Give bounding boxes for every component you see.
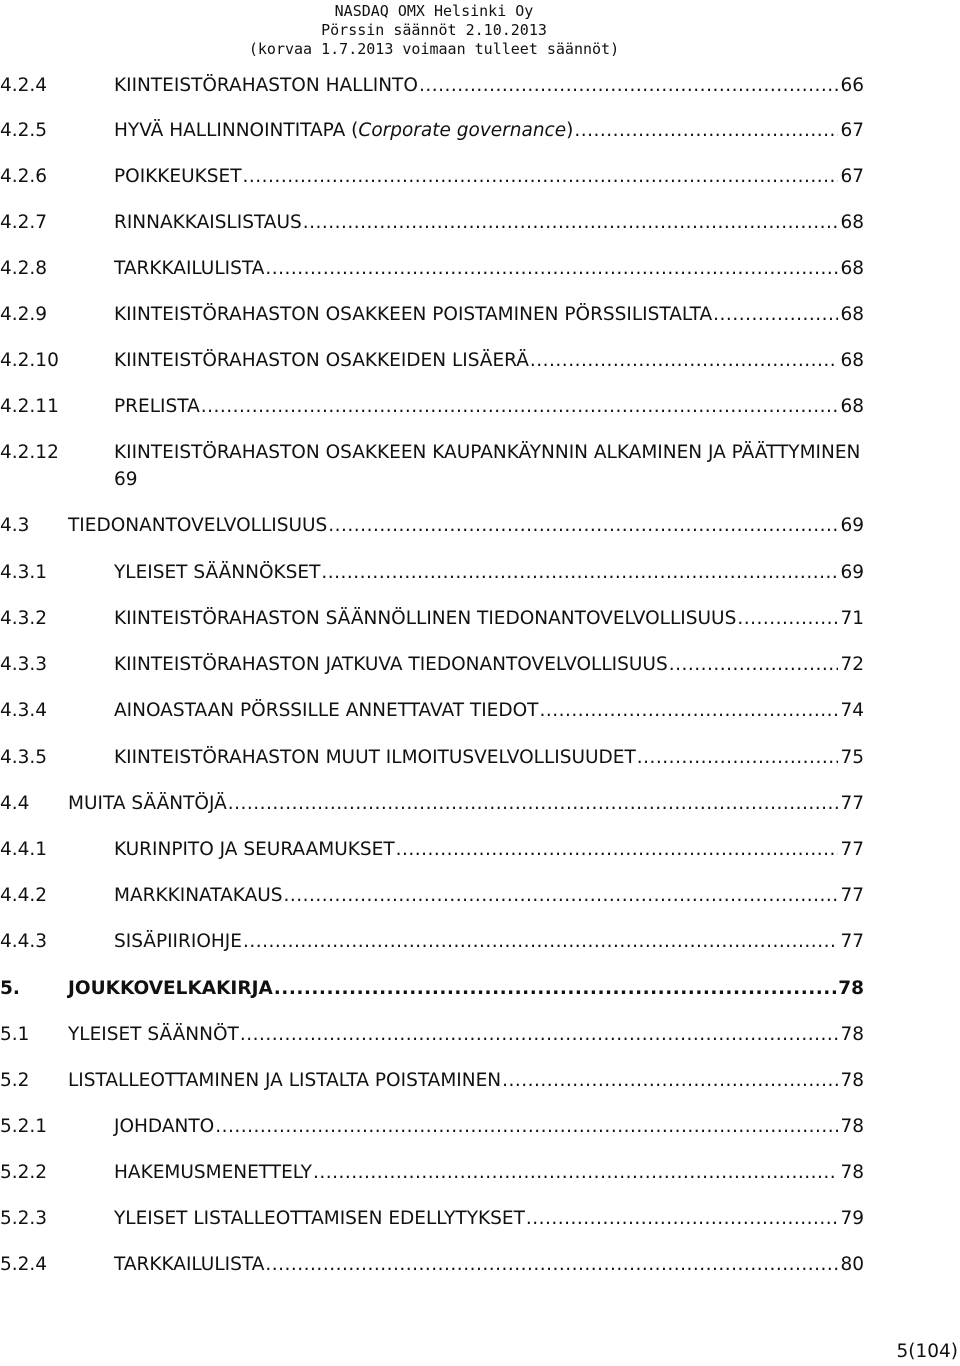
toc-title: TARKKAILULISTA: [114, 258, 265, 279]
toc-title: YLEISET SÄÄNNÖT: [68, 1024, 239, 1045]
toc-leader: [313, 1160, 839, 1186]
toc-number: 4.2.11: [0, 396, 59, 417]
toc-number: 4.3.2: [0, 608, 48, 629]
toc-page[interactable]: 69: [114, 469, 138, 490]
toc-leader: [539, 698, 838, 724]
toc-title: JOUKKOVELKAKIRJA: [68, 978, 273, 999]
toc-entry[interactable]: [0, 606, 960, 632]
toc-number: 4.2.5: [0, 120, 48, 141]
toc-number: 5.2.1: [0, 1116, 48, 1137]
toc-number: 4.4.2: [0, 885, 48, 906]
toc-entry[interactable]: [0, 560, 960, 586]
toc-title: PRELISTA: [114, 396, 200, 417]
toc-number: 5.2: [0, 1070, 30, 1091]
toc-title: MARKKINATAKAUS: [114, 885, 283, 906]
toc-title: TARKKAILULISTA: [114, 1254, 265, 1275]
toc-entry[interactable]: [0, 1114, 960, 1140]
toc-entry[interactable]: [0, 1160, 960, 1186]
toc-title: KIINTEISTÖRAHASTON OSAKKEEN POISTAMINEN PÖRSSILISTALTA: [114, 304, 713, 325]
toc-number: 5.1: [0, 1024, 30, 1045]
toc-leader: [243, 929, 839, 955]
toc-page: 78: [840, 1024, 864, 1045]
toc-leader: [530, 348, 839, 374]
toc-number: 5.2.2: [0, 1162, 48, 1183]
toc-leader: [274, 976, 836, 1002]
toc-entry[interactable]: [0, 118, 960, 144]
header-company: NASDAQ OMX Helsinki Oy: [334, 2, 534, 20]
toc-leader: [526, 1206, 839, 1232]
toc-title: AINOASTAAN PÖRSSILLE ANNETTAVAT TIEDOT: [114, 700, 539, 721]
toc-page: 78: [840, 1162, 864, 1183]
toc-page: 77: [840, 839, 864, 860]
toc-entry[interactable]: [0, 1252, 960, 1278]
toc-page: 68: [840, 258, 864, 279]
toc-entry[interactable]: [0, 210, 960, 236]
toc-entry[interactable]: [0, 73, 960, 99]
toc-page: 71: [840, 608, 864, 629]
toc-entry[interactable]: [0, 791, 960, 817]
toc-entry[interactable]: [0, 348, 960, 374]
toc-entry[interactable]: [0, 929, 960, 955]
toc-number: 5.2.3: [0, 1208, 48, 1229]
toc-entry-chapter[interactable]: [0, 976, 960, 1002]
toc-leader: [243, 164, 839, 190]
toc-entry[interactable]: [0, 652, 960, 678]
toc-entry[interactable]: [0, 1206, 960, 1232]
toc-leader: [265, 256, 838, 282]
toc-title: KIINTEISTÖRAHASTON OSAKKEIDEN LISÄERÄ: [114, 350, 529, 371]
toc-title-italic: Corporate governance: [358, 120, 567, 141]
toc-title: KIINTEISTÖRAHASTON SÄÄNNÖLLINEN TIEDONANTOVELVOLLISUUS: [114, 608, 737, 629]
toc-page: 67: [840, 166, 864, 187]
toc-page: 67: [840, 120, 864, 141]
toc-number: 4.3.1: [0, 562, 48, 583]
toc-entry[interactable]: [0, 164, 960, 190]
toc-title: [114, 118, 573, 144]
toc-page: 78: [838, 978, 864, 999]
toc-entry[interactable]: [0, 883, 960, 909]
toc-leader: [419, 73, 839, 99]
toc-page: 79: [840, 1208, 864, 1229]
toc-number: 5.2.4: [0, 1254, 48, 1275]
toc-number: 4.4.3: [0, 931, 48, 952]
toc-title: KIINTEISTÖRAHASTON JATKUVA TIEDONANTOVELVOLLISUUS: [114, 654, 668, 675]
toc-leader: [321, 560, 838, 586]
toc-page: 68: [840, 212, 864, 233]
toc-page: 80: [840, 1254, 864, 1275]
toc-number: 4.3.5: [0, 747, 48, 768]
toc-title: LISTALLEOTTAMINEN JA LISTALTA POISTAMINEN: [68, 1070, 502, 1091]
toc-leader: [396, 837, 839, 863]
toc-number: 4.2.6: [0, 166, 48, 187]
toc-number: 4.3.3: [0, 654, 48, 675]
toc-title: KIINTEISTÖRAHASTON MUUT ILMOITUSVELVOLLISUUDET: [114, 747, 636, 768]
toc-title: MUITA SÄÄNTÖJÄ: [68, 793, 227, 814]
toc-title: HAKEMUSMENETTELY: [114, 1162, 312, 1183]
toc-title: YLEISET LISTALLEOTTAMISEN EDELLYTYKSET: [114, 1208, 525, 1229]
toc-page: 69: [840, 515, 864, 536]
toc-title: KURINPITO JA SEURAAMUKSET: [114, 839, 395, 860]
toc-number: 4.3: [0, 515, 30, 536]
header-rules-title: Pörssin säännöt 2.10.2013: [321, 21, 547, 39]
toc-number: 4.4: [0, 793, 30, 814]
toc-page: 78: [840, 1070, 864, 1091]
toc-title-part: HYVÄ HALLINNOINTITAPA (: [114, 120, 359, 141]
toc-number: 4.2.8: [0, 258, 48, 279]
toc-page: 69: [840, 562, 864, 583]
toc-page: 77: [840, 793, 864, 814]
toc-page: 68: [840, 304, 864, 325]
toc-title: KIINTEISTÖRAHASTON HALLINTO: [114, 75, 418, 96]
toc-page: 68: [840, 396, 864, 417]
toc-page: 74: [840, 700, 864, 721]
toc-leader: [240, 1022, 839, 1048]
toc-title: KIINTEISTÖRAHASTON OSAKKEEN KAUPANKÄYNNIN ALKAMINEN JA PÄÄTTYMINEN: [114, 442, 861, 463]
toc-entry[interactable]: [0, 1068, 960, 1094]
document-header: [224, 2, 644, 59]
toc-title: RINNAKKAISLISTAUS: [114, 212, 302, 233]
toc-page: 77: [840, 931, 864, 952]
toc-entry[interactable]: [0, 837, 960, 863]
toc-page: 75: [840, 747, 864, 768]
toc-page: 78: [840, 1116, 864, 1137]
toc-title: JOHDANTO: [114, 1116, 215, 1137]
toc-number: 4.2.7: [0, 212, 48, 233]
toc-title-part: ): [566, 120, 574, 141]
toc-leader: [502, 1068, 838, 1094]
toc-number: 4.2.9: [0, 304, 48, 325]
toc-leader: [303, 210, 839, 236]
toc-leader: [228, 791, 839, 817]
toc-leader: [328, 513, 838, 539]
toc-leader: [201, 394, 839, 420]
toc-leader: [637, 745, 839, 771]
toc-leader: [713, 302, 838, 328]
toc-number: 5.: [0, 978, 20, 999]
header-replaces-note: (korvaa 1.7.2013 voimaan tulleet säännöt): [248, 40, 620, 58]
toc-number: 4.2.4: [0, 75, 48, 96]
toc-page: 66: [840, 75, 864, 96]
toc-number: 4.4.1: [0, 839, 48, 860]
toc-entry[interactable]: [0, 440, 960, 466]
toc-leader: [215, 1114, 838, 1140]
toc-leader: [265, 1252, 838, 1278]
toc-leader: [284, 883, 839, 909]
toc-entry[interactable]: [0, 745, 960, 771]
toc-title: YLEISET SÄÄNNÖKSET: [114, 562, 321, 583]
toc-number: 4.2.12: [0, 442, 59, 463]
toc-page: 68: [840, 350, 864, 371]
toc-title: SISÄPIIRIOHJE: [114, 931, 242, 952]
toc-entry[interactable]: [0, 1022, 960, 1048]
toc-title: POIKKEUKSET: [114, 166, 242, 187]
toc-title: TIEDONANTOVELVOLLISUUS: [68, 515, 328, 536]
toc-leader: [669, 652, 839, 678]
toc-entry[interactable]: [0, 256, 960, 282]
toc-entry[interactable]: [0, 513, 960, 539]
toc-entry[interactable]: [0, 698, 960, 724]
toc-entry[interactable]: [0, 302, 960, 328]
toc-leader: [574, 118, 838, 144]
toc-entry[interactable]: [0, 394, 960, 420]
toc-leader: [737, 606, 838, 632]
toc-number: 4.2.10: [0, 350, 59, 371]
toc-page: 72: [840, 654, 864, 675]
toc-page: 77: [840, 885, 864, 906]
page-indicator: 5(104): [896, 1341, 958, 1362]
toc-number: 4.3.4: [0, 700, 48, 721]
